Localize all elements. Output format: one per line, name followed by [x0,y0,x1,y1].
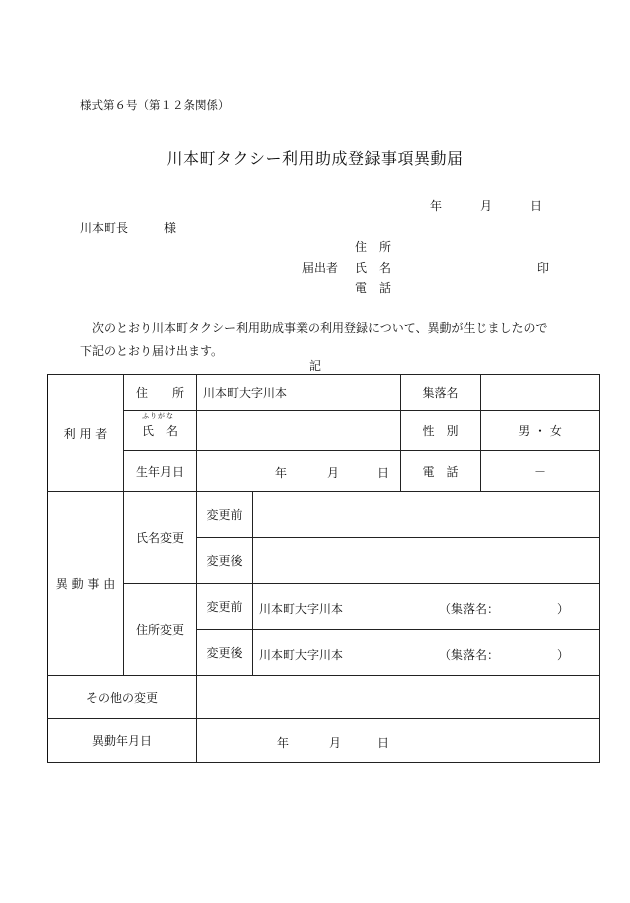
name-after-label: 変更後 [197,538,253,584]
other-change-field[interactable] [197,676,600,719]
change-day-label: 日 [377,735,390,750]
table-row [48,584,600,630]
birth-year-label: 年 [275,466,288,480]
address-after-field[interactable] [253,630,600,676]
change-date-label: 異動年月日 [48,719,197,763]
name-label-cell [124,411,197,451]
name-change-label: 氏名変更 [124,492,197,584]
phone-label: 電 話 [401,451,481,492]
date-month-label: 月 [480,199,493,213]
name-after-field[interactable] [253,538,600,584]
furigana-label: ふりがな [141,412,174,420]
date-year-label: 年 [430,199,443,213]
name-label-wrap [141,412,178,439]
body-line-2: 下記のとおり届け出ます。 [80,344,224,358]
address-before-close-paren: ） [557,601,570,616]
name-before-label: 変更前 [197,492,253,538]
birthdate-label: 生年月日 [124,451,197,492]
seal-mark: 印 [537,261,550,275]
address-before-parts [259,600,593,614]
notifier-phone-label: 電 話 [355,281,392,295]
birthdate-parts [203,464,394,478]
address-before-field[interactable] [253,584,600,630]
notifier-name-label: 氏 名 [355,261,392,275]
phone-field[interactable]: － [481,451,600,492]
address-after-parts [259,646,593,660]
addressee-name: 川本町長 [80,221,129,235]
table-row [48,411,600,451]
addressee-honorific: 様 [164,221,177,235]
birthdate-field[interactable] [197,451,401,492]
addressee [80,219,176,236]
date-day-label: 日 [530,199,543,213]
reason-section-label: 異 動 事 由 [48,492,124,676]
gender-label: 性 別 [401,411,481,451]
form-title: 川本町タクシー利用助成登録事項異動届 [166,149,464,168]
birth-day-label: 日 [377,466,390,480]
table-row [48,375,600,411]
ki-heading: 記 [308,359,321,373]
address-change-label: 住所変更 [124,584,197,676]
change-month-label: 月 [329,735,342,750]
address-before-village-label: （集落名： [439,601,500,616]
form-number: 様式第６号（第１２条関係） [80,98,230,112]
gender-field[interactable]: 男 ・ 女 [481,411,600,451]
body-line-1: 次のとおり川本町タクシー利用助成事業の利用登録について、異動が生じましたので [92,321,548,335]
table-row [48,492,600,538]
village-label: 集落名 [401,375,481,411]
name-before-field[interactable] [253,492,600,538]
notification-table [47,374,600,763]
table-row [48,676,600,719]
notifier-address-label: 住 所 [355,240,392,254]
change-year-label: 年 [277,735,290,750]
change-date-parts [203,734,593,748]
other-change-label: その他の変更 [48,676,197,719]
address-after-value: 川本町大字川本 [259,647,344,662]
address-after-label: 変更後 [197,630,253,676]
address-before-value: 川本町大字川本 [259,601,344,616]
user-section-label: 利 用 者 [48,375,124,492]
address-label: 住 所 [124,375,197,411]
address-field[interactable]: 川本町大字川本 [197,375,401,411]
notifier-label: 届出者 [302,261,339,275]
table-row [48,451,600,492]
name-field[interactable] [197,411,401,451]
birth-month-label: 月 [327,466,340,480]
name-label: 氏 名 [141,424,178,438]
address-after-close-paren: ） [557,647,570,662]
address-before-label: 変更前 [197,584,253,630]
change-date-field[interactable] [197,719,600,763]
table-row [48,719,600,763]
village-field[interactable] [481,375,600,411]
address-after-village-label: （集落名： [439,647,500,662]
